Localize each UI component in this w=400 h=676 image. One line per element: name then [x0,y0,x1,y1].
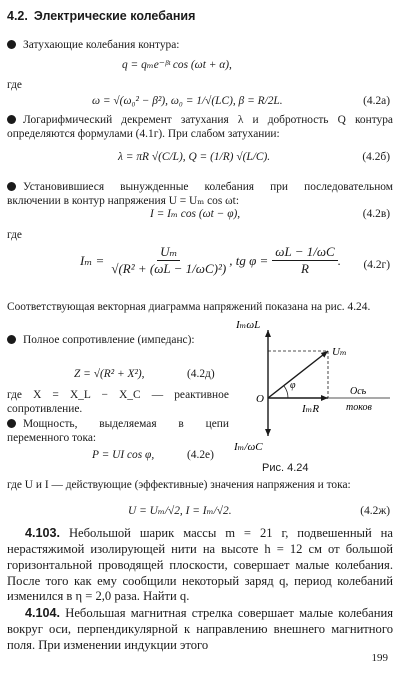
bullet-icon [7,335,16,344]
figure-caption: Рис. 4.24 [262,462,309,474]
formula-4-2v: I = Iₘ cos (ωt − φ), [150,208,241,220]
paragraph-vector-diagram: Соответствующая векторная диаграмма напряжений показана на рис. 4.24. [7,301,371,313]
label-um: Uₘ [332,346,347,358]
equation-number-4-2zh: (4.2ж) [360,505,390,517]
problem-4-104: 4.104. Небольшая магнитная стрелка совершает малые колебания вокруг оси, перпендикулярной к направлению внешнего магнитного поля. При изменении индукции этого [7,606,393,652]
word-where: где [7,79,22,91]
word-where: где [7,229,22,241]
formula-damped: q = qₘe⁻ᵝᵗ cos (ωt + α), [122,59,232,71]
problem-number: 4.103. [25,526,61,540]
formula-4-2g: Iₘ = $\frac{\text{Uₘ}}{\text{√(R² + (ωL − 1/ωC)²)}}$ , tg φ = $\frac{\omega L - 1/\omega C}{R}$ . [80,244,341,277]
equation-number-4-2e: (4.2е) [187,449,214,461]
formula-4-2zh: U = Uₘ/√2, I = Iₘ/√2. [128,505,232,517]
label-bottom: Iₘ/ωC [234,441,263,453]
vector-diagram [228,318,396,458]
paragraph-reactance: где X = X_L − X_C — реактивное сопротивление. [7,389,229,416]
paragraph-forced: Установившиеся вынужденные колебания при последовательном включении в контур напряжения U = Uₘ cos ωt: [7,181,393,208]
paragraph-effective-values: где U и I — действующие (эффективные) значения напряжения и тока: [7,479,351,491]
problem-4-103: 4.103. Небольшой шарик массы m = 21 г, подвешенный на нерастяжимой изолирующей нити на высоте h = 12 см от большой горизонтальной проводящей плоскости, совершает малые колебания. После того как ему сообщили некоторый заряд q, период колебаний изменился в η = 2,0 раза. Найти q. [7,526,394,604]
equation-number-4-2a: (4.2а) [363,95,390,107]
bullet-icon [7,115,16,124]
angle-arc [284,386,288,398]
paragraph-power: Мощность, выделяемая в цепи переменного тока: [7,418,229,445]
formula-4-2b: λ = πR √(C/L), Q = (1/R) √(L/C). [118,151,271,163]
paragraph-impedance: Полное сопротивление (импеданс): [7,333,229,347]
page-number: 199 [371,652,388,665]
label-axis-line2: токов [346,402,372,413]
equation-number-4-2g: (4.2г) [363,259,390,271]
formula-4-2e: P = UI cos φ, [92,449,155,461]
vector-voltage [268,351,328,398]
problem-number: 4.104. [25,606,61,620]
label-top: IₘωL [236,319,261,331]
label-axis-line1: Ось [350,386,367,397]
bullet-icon [7,182,16,191]
label-imr: IₘR [302,403,320,415]
section-title: Электрические колебания [33,9,196,23]
equation-number-4-2v: (4.2в) [362,208,390,220]
equation-number-4-2b: (4.2б) [362,151,390,163]
formula-4-2a: ω = √(ω₀² − β²), ω₀ = 1/√(LC), β = R/2L. [92,95,283,107]
equation-number-4-2d: (4.2д) [187,368,215,380]
formula-4-2d: Z = √(R² + X²), [74,368,145,380]
bullet-icon [7,40,16,49]
section-heading [7,9,195,25]
label-origin: O [256,393,264,405]
label-phi: φ [290,380,296,391]
paragraph-damped: Затухающие колебания контура: [7,38,393,52]
bullet-icon [7,419,16,428]
section-number: 4.2. [7,9,28,23]
paragraph-log-decrement: Логарифмический декремент затухания λ и добротность Q контура определяются формулами (4.1г). При слабом затухании: [7,114,393,141]
